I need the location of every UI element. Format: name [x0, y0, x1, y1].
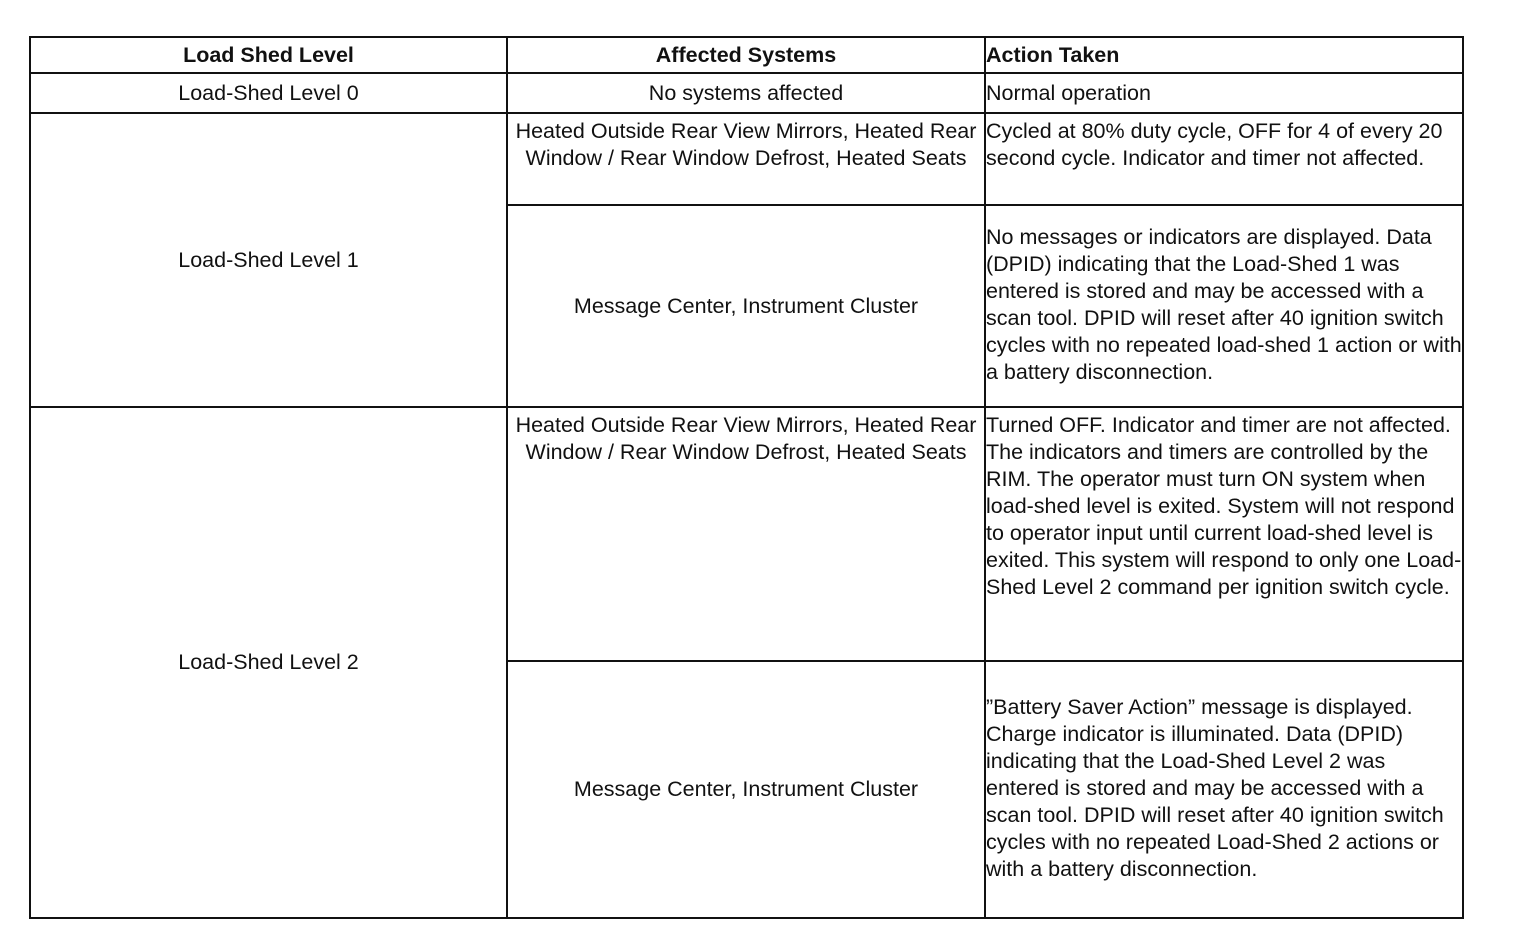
- table-row-level-2-heated: [30, 407, 1463, 661]
- level-2-heated-systems-text: Heated Outside Rear View Mirrors, Heated Rear Window / Rear Window Defrost, Heated Seats: [515, 413, 977, 464]
- level-1-heated-action-cell: [985, 113, 1463, 205]
- header-load-shed-level: Load Shed Level: [30, 37, 507, 73]
- level-0-cell: Load-Shed Level 0: [30, 73, 507, 113]
- level-1-heated-action-text: Cycled at 80% duty cycle, OFF for 4 of every 20 second cycle. Indicator and timer not affected.: [986, 119, 1443, 170]
- table-row-level-0: [30, 73, 1463, 113]
- level-2-heated-action-text: Turned OFF. Indicator and timer are not affected. The indicators and timers are controlled by the RIM. The operator must turn ON system when load-shed level is exited. System will not respond to operator input until current load-shed level is exited. This system will respond to only one Load-Shed Level 2 command per ignition switch cycle.: [986, 413, 1462, 599]
- header-affected-systems: Affected Systems: [507, 37, 985, 73]
- level-2-heated-systems-cell: [507, 407, 985, 661]
- level-2-message-systems-text: Message Center, Instrument Cluster: [573, 777, 919, 801]
- level-0-action-cell: Normal operation: [985, 73, 1463, 113]
- level-2-heated-action-cell: [985, 407, 1463, 661]
- level-1-message-action-text: No messages or indicators are displayed. Data (DPID) indicating that the Load-Shed 1 was entered is stored and may be accessed with a scan tool. DPID will reset after 40 ignition switch cycles with no repeated load-shed 1 action or with a battery disconnection.: [986, 225, 1462, 384]
- level-1-cell: Load-Shed Level 1: [30, 113, 507, 407]
- level-1-message-action-cell: [985, 205, 1463, 407]
- level-2-cell: Load-Shed Level 2: [30, 407, 507, 918]
- header-action-taken: Action Taken: [985, 37, 1463, 73]
- level-1-message-systems-cell: [507, 205, 985, 407]
- level-2-message-action-cell: [985, 661, 1463, 918]
- level-2-message-action-text: ”Battery Saver Action” message is displayed. Charge indicator is illuminated. Data (DPID) indicating that the Load-Shed Level 2 was entered is stored and may be accessed with a scan tool. DPID will reset after 40 ignition switch cycles with no repeated Load-Shed 2 actions or with a battery disconnection.: [986, 695, 1444, 881]
- load-shed-table: [29, 36, 1464, 919]
- level-1-message-systems-text: Message Center, Instrument Cluster: [573, 293, 919, 318]
- header-row: [30, 37, 1463, 73]
- level-2-message-systems-cell: [507, 661, 985, 918]
- level-0-systems-cell: No systems affected: [507, 73, 985, 113]
- load-shed-table-container: [29, 36, 1464, 919]
- level-1-heated-systems-text: Heated Outside Rear View Mirrors, Heated Rear Window / Rear Window Defrost, Heated Seats: [515, 119, 977, 170]
- table-row-level-1-heated: [30, 113, 1463, 205]
- level-1-heated-systems-cell: [507, 113, 985, 205]
